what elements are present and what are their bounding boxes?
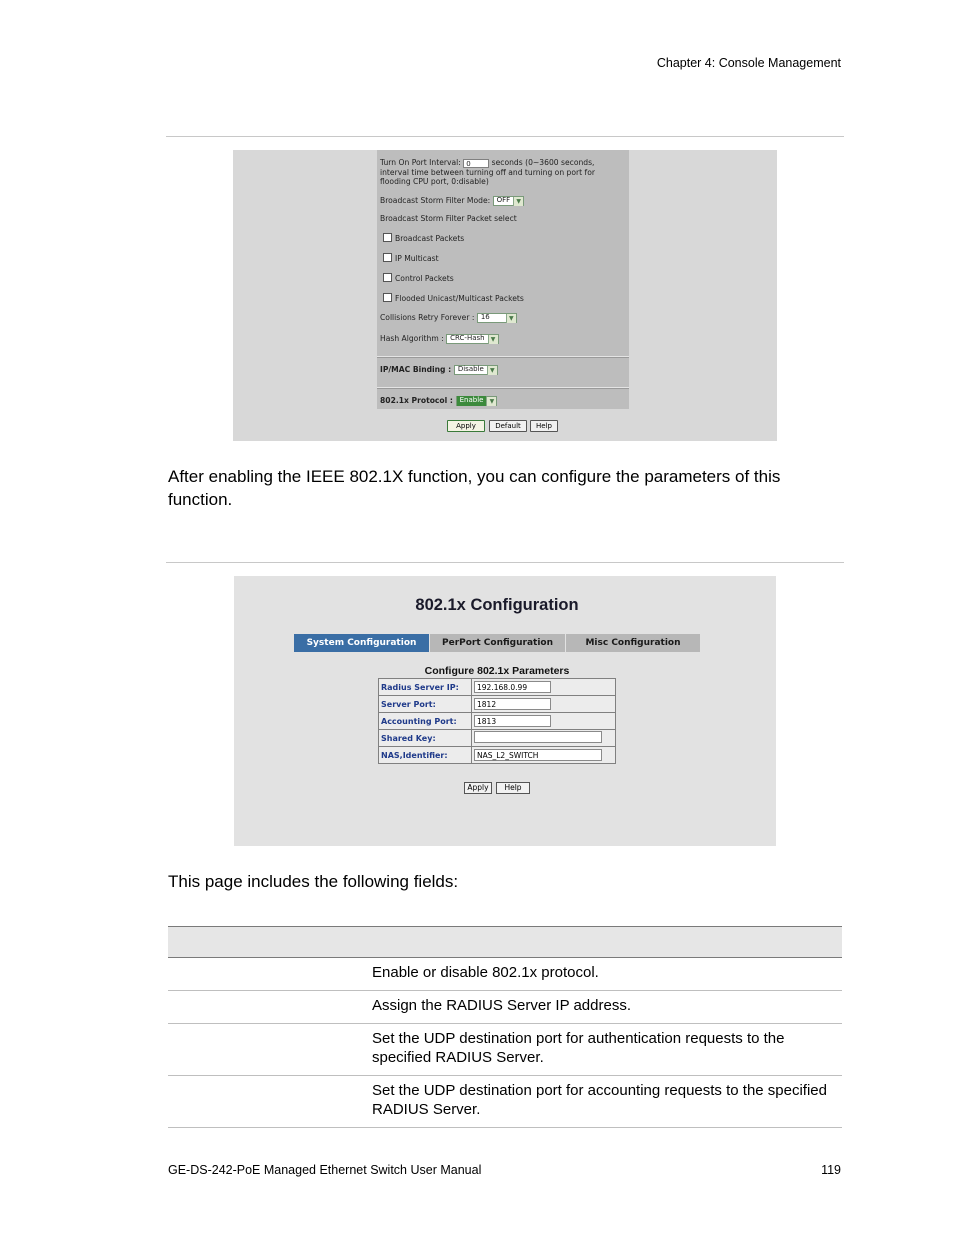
tab-perport-configuration[interactable]: PerPort Configuration (429, 634, 565, 652)
table-row (379, 713, 616, 730)
field-description: Enable or disable 802.1x protocol. (368, 958, 842, 991)
ipmac-value: Disable (457, 365, 484, 374)
apply-button[interactable]: Apply (464, 782, 492, 794)
header-cell (168, 927, 368, 958)
dot1x-select[interactable] (456, 396, 498, 406)
ipmac-row (380, 365, 498, 375)
broadcast-mode-value: OFF (496, 196, 511, 205)
hash-label: Hash Algorithm : (380, 334, 444, 343)
checkbox-row[interactable] (383, 273, 454, 284)
checkbox-row[interactable] (383, 233, 464, 244)
table-row (168, 958, 842, 991)
page-number: 119 (821, 1163, 841, 1177)
help-button[interactable]: Help (496, 782, 530, 794)
interval-row (380, 158, 594, 168)
shared-key-input[interactable] (474, 731, 602, 743)
table-cell (472, 696, 616, 713)
dot1x-row (380, 396, 497, 406)
interval-note: seconds (0~3600 seconds, (491, 158, 595, 167)
broadcast-mode-label: Broadcast Storm Filter Mode: (380, 196, 491, 205)
checkbox-row[interactable] (383, 253, 439, 264)
ipmac-label: IP/MAC Binding : (380, 365, 452, 374)
server-port-input[interactable]: 1812 (474, 698, 551, 710)
settings-panel (377, 150, 629, 409)
table-row (168, 991, 842, 1024)
table-cell (472, 730, 616, 747)
collision-value: 16 (480, 313, 490, 322)
table-row (379, 696, 616, 713)
table-row (168, 1076, 842, 1128)
interval-note-line3: flooding CPU port, 0:disable) (380, 177, 489, 186)
radius-ip-input[interactable]: 192.168.0.99 (474, 681, 551, 693)
table-cell (472, 713, 616, 730)
dot1x-value: Enable (457, 396, 487, 406)
table-cell (472, 747, 616, 764)
interval-input[interactable]: 0 (463, 159, 489, 168)
checkbox-label: Broadcast Packets (395, 234, 465, 243)
dot1x-label: 802.1x Protocol : (380, 396, 453, 405)
checkbox[interactable] (383, 273, 392, 282)
table-row (379, 747, 616, 764)
page-title: 802.1x Configuration (415, 596, 579, 614)
field-description: Assign the RADIUS Server IP address. (368, 991, 842, 1024)
checkbox-row[interactable] (383, 293, 524, 304)
checkbox[interactable] (383, 293, 392, 302)
default-button[interactable]: Default (489, 420, 527, 432)
broadcast-mode-row (380, 196, 524, 206)
ipmac-select[interactable] (454, 365, 498, 375)
server-port-label: Server Port: (379, 696, 472, 713)
config-table (378, 678, 616, 764)
field-description: Set the UDP destination port for authentication requests to the specified RADIUS Server. (368, 1024, 842, 1076)
section-divider-middle (166, 562, 844, 563)
table-row (168, 1024, 842, 1076)
table-header-row (168, 927, 842, 958)
tab-misc-configuration[interactable]: Misc Configuration (565, 634, 700, 652)
interval-note-line2: interval time between turning off and turning on port for (380, 168, 595, 177)
chevron-down-icon: ▼ (488, 335, 498, 344)
screenshot-port-config (233, 150, 777, 441)
hash-select[interactable] (446, 334, 498, 344)
checkbox-label: IP Multicast (395, 254, 439, 263)
checkbox-label: Control Packets (395, 274, 454, 283)
nas-identifier-label: NAS,Identifier: (379, 747, 472, 764)
table-cell (472, 679, 616, 696)
packet-select-label: Broadcast Storm Filter Packet select (380, 214, 517, 223)
chapter-header: Chapter 4: Console Management (656, 56, 841, 70)
fields-intro: This page includes the following fields: (168, 872, 459, 891)
chevron-down-icon: ▼ (506, 314, 516, 323)
tab-system-configuration[interactable]: System Configuration (294, 634, 429, 652)
collision-row (380, 313, 517, 323)
chevron-down-icon: ▼ (513, 197, 523, 206)
accounting-port-input[interactable]: 1813 (474, 715, 551, 727)
collision-select[interactable] (477, 313, 517, 323)
fields-table (168, 926, 842, 1128)
config-caption: Configure 802.1x Parameters (424, 665, 570, 677)
nas-identifier-input[interactable]: NAS_L2_SWITCH (474, 749, 602, 761)
field-name-cell (168, 991, 368, 1024)
field-description: Set the UDP destination port for accounting requests to the specified RADIUS Server. (368, 1076, 842, 1128)
table-row (379, 730, 616, 747)
hash-value: CRC-Hash (450, 334, 485, 343)
field-name-cell (168, 1024, 368, 1076)
field-name-cell (168, 1076, 368, 1128)
intro-paragraph: After enabling the IEEE 802.1X function, you can configure the parameters of this function. (168, 467, 781, 509)
screenshot-8021x-config (234, 576, 776, 846)
broadcast-mode-select[interactable] (493, 196, 525, 206)
panel-separator (377, 387, 629, 389)
interval-label: Turn On Port Interval: (380, 158, 461, 167)
collision-label: Collisions Retry Forever : (380, 313, 475, 322)
table-row (379, 679, 616, 696)
apply-button[interactable]: Apply (447, 420, 485, 432)
checkbox-label: Flooded Unicast/Multicast Packets (395, 294, 524, 303)
field-name-cell (168, 958, 368, 991)
shared-key-label: Shared Key: (379, 730, 472, 747)
radius-ip-label: Radius Server IP: (379, 679, 472, 696)
accounting-port-label: Accounting Port: (379, 713, 472, 730)
checkbox[interactable] (383, 253, 392, 262)
help-button[interactable]: Help (530, 420, 558, 432)
checkbox[interactable] (383, 233, 392, 242)
hash-row (380, 334, 499, 344)
section-divider-top (166, 136, 844, 137)
chevron-down-icon: ▼ (487, 366, 497, 375)
footer-manual-title: GE-DS-242-PoE Managed Ethernet Switch User Manual (168, 1163, 482, 1177)
panel-separator (377, 356, 629, 358)
chevron-down-icon: ▼ (486, 397, 496, 406)
header-cell (368, 927, 842, 958)
